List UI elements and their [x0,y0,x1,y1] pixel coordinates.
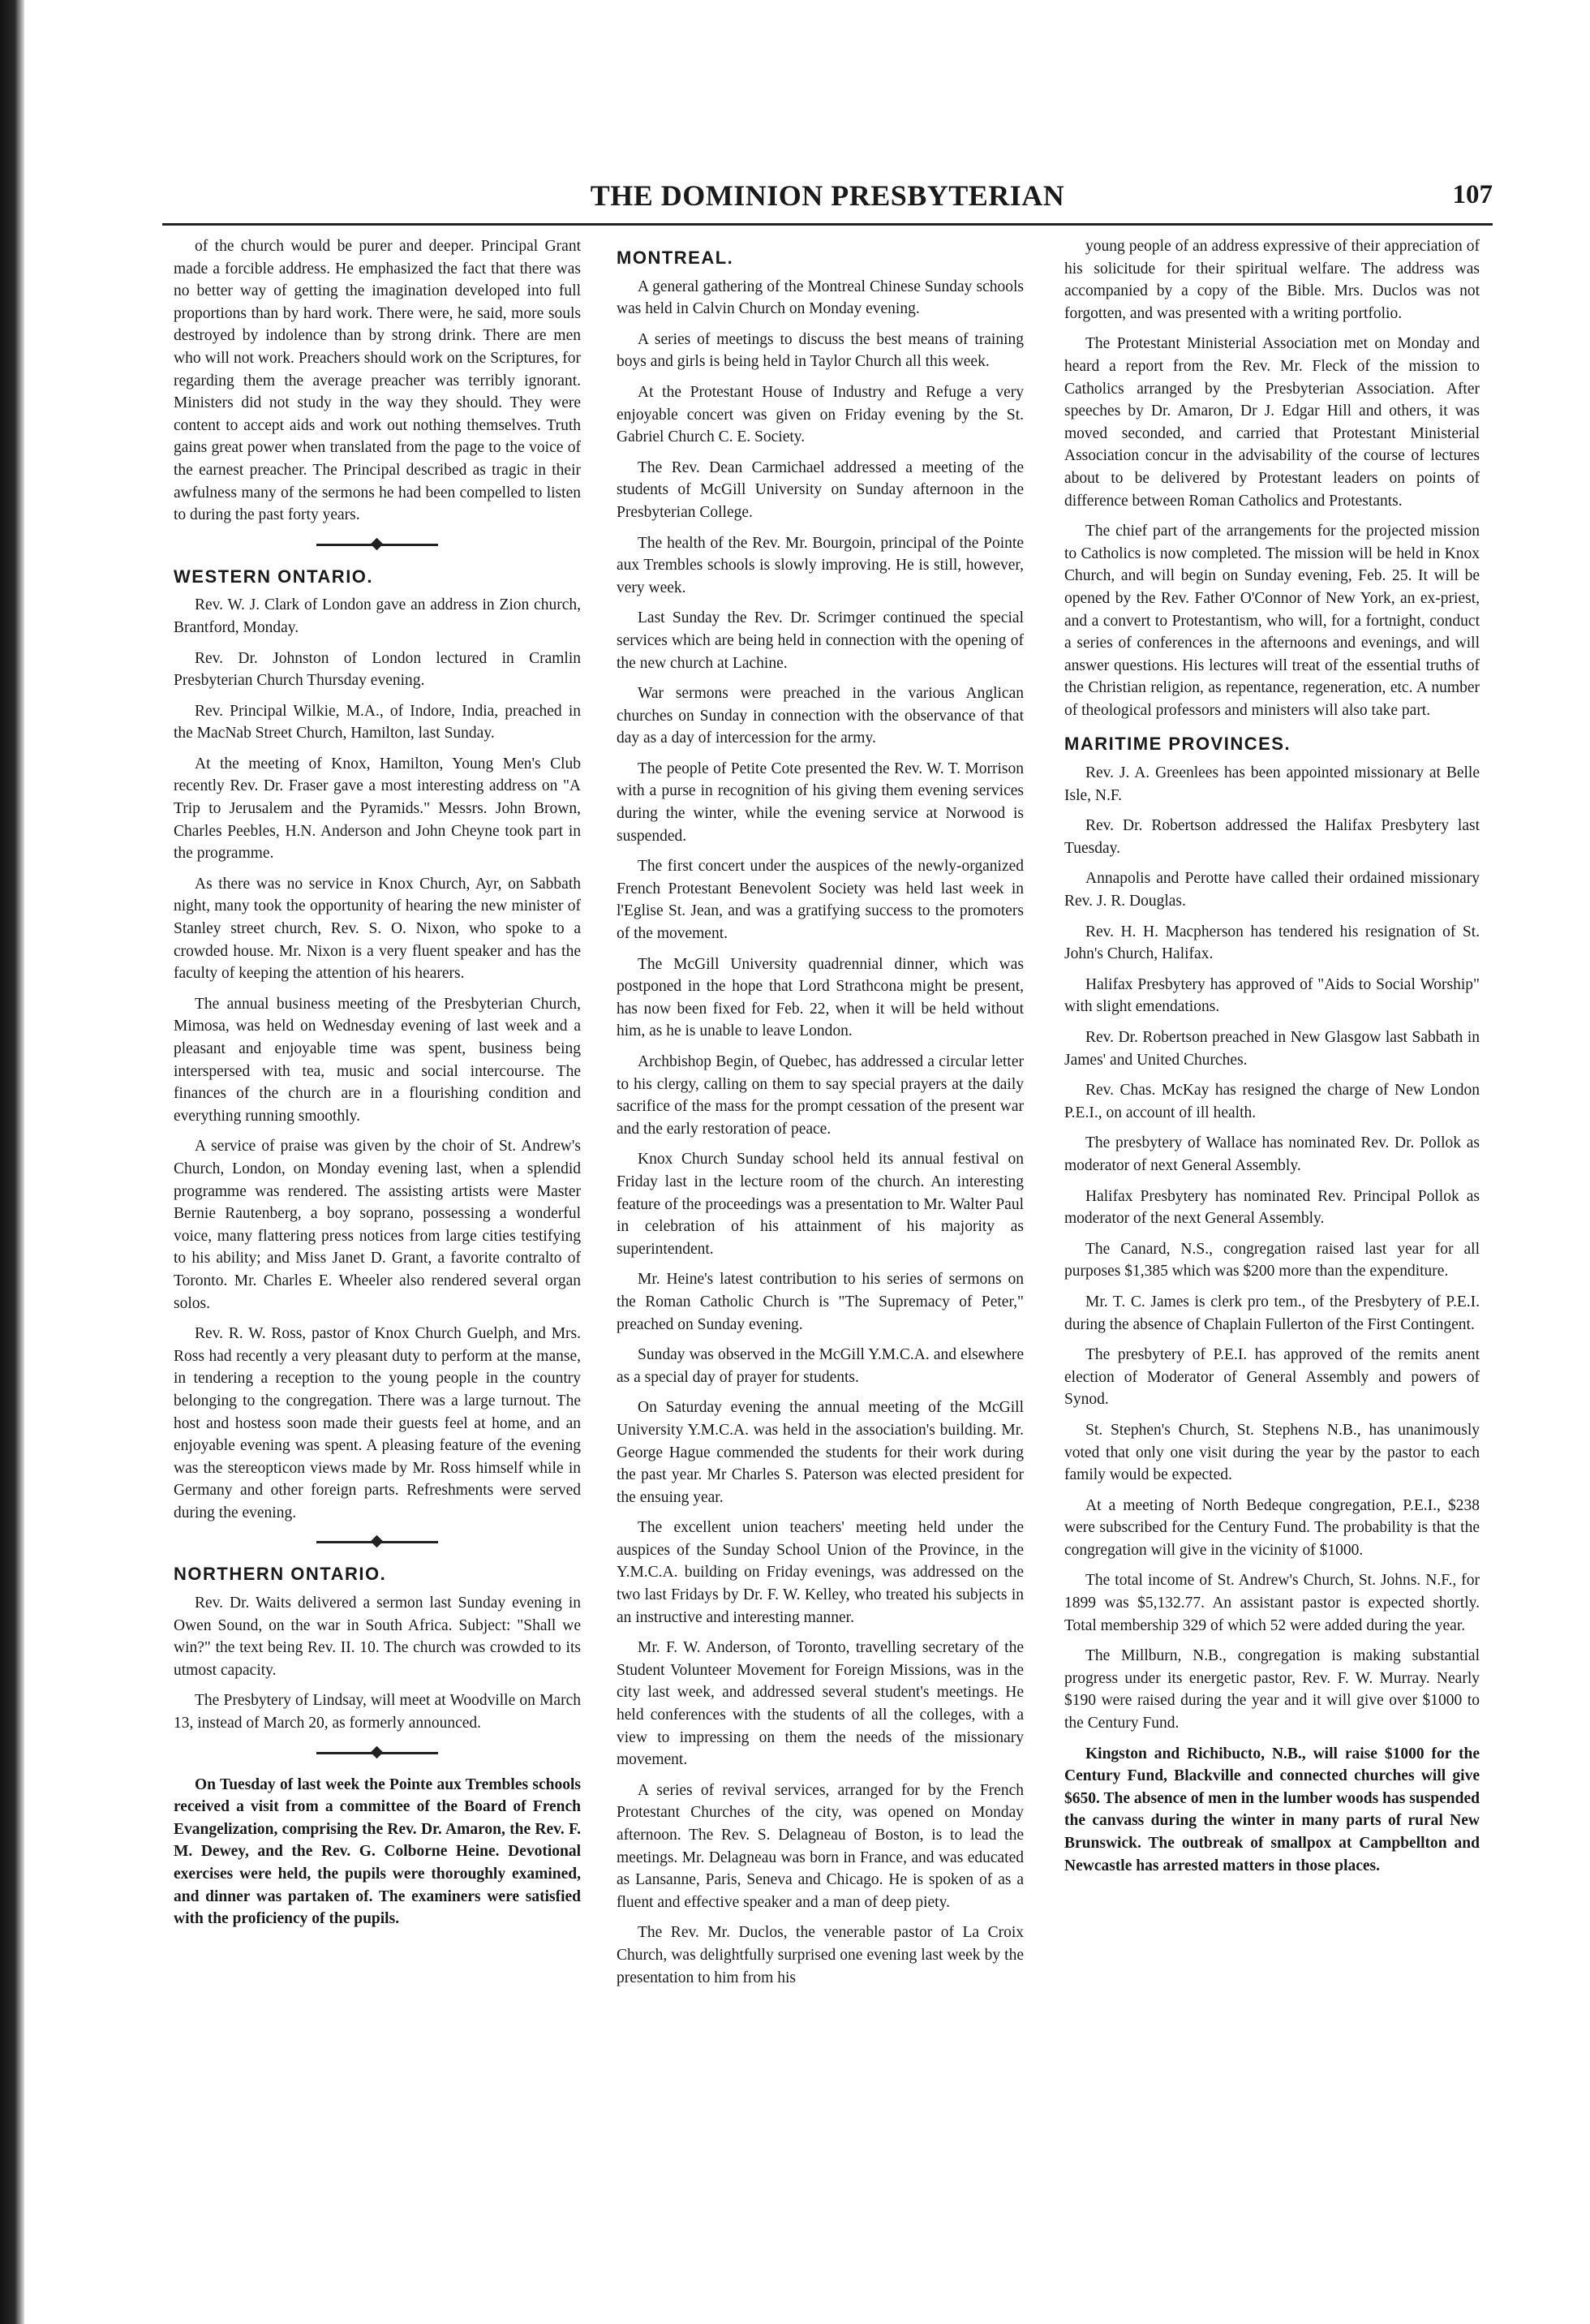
column-1 [174,235,581,2296]
news-item: Kingston and Richibucto, N.B., will raise $1000 for the Century Fund, Blackville and connected churches will give $650. The absence of men in the lumber woods has suspended the canvass during the winter in many parts of rural New Brunswick. The outbreak of smallpox at Campbellton and Newcastle has arrested matters in those places. [1064,1745,1480,1874]
news-item: War sermons were preached in the various Anglican churches on Sunday in connection with the observance of that day as a day of intercession for the army. [617,685,1024,747]
news-item: The Presbytery of Lindsay, will meet at Woodville on March 13, instead of March 20, as formerly announced. [174,1692,581,1732]
news-item: On Tuesday of last week the Pointe aux Trembles schools received a visit from a committee of the Board of French Evangelization, comprising the Rev. Dr. Amaron, the Rev. F. M. Dewey, and the Rev. G. Colborne Heine. Devotional exercises were held, the pupils were thoroughly examined, and dinner was partaken of. The examiners were satisfied with the proficiency of the pupils. [174,1775,581,1928]
news-item: Rev. H. H. Macpherson has tendered his resignation of St. John's Church, Halifax. [1064,923,1480,963]
news-item: The presbytery of Wallace has nominated Rev. Dr. Pollok as moderator of next General Assembly. [1064,1134,1480,1174]
news-item: Archbishop Begin, of Quebec, has addressed a circular letter to his clergy, calling on them to say special prayers at the daily sacrifice of the mass for the prompt cessation of the present war and the early restoration of peace. [617,1053,1024,1138]
news-item: The people of Petite Cote presented the Rev. W. T. Morrison with a purse in recognition of his giving them evening services during the winter, while the evening service at Norwood is suspended. [617,760,1024,845]
news-item: The Rev. Mr. Duclos, the venerable pastor of La Croix Church, was delightfully surprised one evening last week by the presentation to him from his [617,1924,1024,1986]
news-item: young people of an address expressive of their appreciation of his solicitude for their spiritual welfare. The address was accompanied by a copy of the Bible. Mrs. Duclos was not forgotten, and was presented with a writing portfolio. [1064,238,1480,322]
page-number: 107 [1452,180,1493,209]
news-item: At a meeting of North Bedeque congregation, P.E.I., $238 were subscribed for the Century Fund. The probability is that the congregation will give in the vicinity of $1000. [1064,1496,1480,1559]
section-heading: MONTREAL. [617,247,734,268]
news-item: A general gathering of the Montreal Chinese Sunday schools was held in Calvin Church on Monday evening. [617,278,1024,318]
news-item: The total income of St. Andrew's Church, St. Johns. N.F., for 1899 was $5,132.77. An assistant pastor is expected shortly. Total membership 329 of which 52 were added during the year. [1064,1572,1480,1634]
page-edge-shadow [0,0,24,2324]
news-item: Rev. Chas. McKay has resigned the charge of New London P.E.I., on account of ill health. [1064,1082,1480,1121]
page-header [162,170,1493,227]
news-item: Knox Church Sunday school held its annual festival on Friday last in the lecture room of the church. An interesting feature of the proceedings was a presentation to Mr. Walter Paul in celebration of his attainment of his majority as superintendent. [617,1151,1024,1258]
news-item: Mr. Heine's latest contribution to his series of sermons on the Roman Catholic Church is "The Supremacy of Peter," preached on Sunday evening. [617,1271,1024,1333]
news-item: The Millburn, N.B., congregation is making substantial progress under its energetic pastor, Rev. F. W. Murray. Nearly $190 were raised during the year and it will give over $1000 to the Century Fund. [1064,1647,1480,1732]
news-item: Last Sunday the Rev. Dr. Scrimger continued the special services which are being held in connection with the opening of the new church at Lachine. [617,609,1024,672]
news-item: of the church would be purer and deeper. Principal Grant made a forcible address. He emphasized the fact that there was no better way of getting the imagination developed into full proportions than by hard work. There were, he said, more souls destroyed by indolence than by strong drink. There are men who will not work. Preachers should work on the Scriptures, for regarding them the average preacher was terribly ignorant. Ministers did not study in the way they should. They were content to accept aids and work out nothing themselves. Truth gains great power when translated from the page to the voice of the earnest preacher. The Principal described as tragic in their awfulness many of the sermons he had been compelled to listen to during the past forty years. [174,238,581,524]
column-3 [1064,235,1480,2296]
news-item: As there was no service in Knox Church, Ayr, on Sabbath night, many took the opportunity of hearing the new minister of Stanley street church, Rev. S. O. Nixon, who spoke to a crowded house. Mr. Nixon is a very fluent speaker and has the faculty of keeping the attention of his hearers. [174,875,581,983]
news-item: The annual business meeting of the Presbyterian Church, Mimosa, was held on Wednesday evening of last week and a pleasant and enjoyable time was spent, business being interspersed with tea, music and social intercourse. The finances of the church are in a flourishing condition and everything running smoothly. [174,995,581,1125]
news-item: The chief part of the arrangements for the projected mission to Catholics is now completed. The mission will be held in Knox Church, and will begin on Sunday evening, Feb. 25. It will be opened by the Rev. Father O'Connor of New York, an ex-priest, and a convert to Protestantism, who will, for a fortnight, conduct a series of conferences in the afternoons and evenings, and will answer questions. His lectures will treat of the essential truths of the Christian religion, as repentance, regeneration, etc. A number of theological professors and ministers will also take part. [1064,523,1480,719]
news-item: The Canard, N.S., congregation raised last year for all purposes $1,385 which was $200 more than the expenditure. [1064,1240,1480,1280]
column-2 [617,235,1024,2296]
section-heading: NORTHERN ONTARIO. [174,1564,387,1585]
header-rule [162,223,1493,226]
publication-title: THE DOMINION PRESBYTERIAN [590,179,1065,212]
news-item: Rev. Dr. Johnston of London lectured in Cramlin Presbyterian Church Thursday evening. [174,649,581,690]
news-item: St. Stephen's Church, St. Stephens N.B., has unanimously voted that only one visit during the year by the pastor to each family would be expected. [1064,1421,1480,1484]
news-item: The health of the Rev. Mr. Bourgoin, principal of the Pointe aux Trembles schools is slowly improving. He is still, however, very week. [617,534,1024,596]
news-item: On Saturday evening the annual meeting of the McGill University Y.M.C.A. was held in the association's building. Mr. George Hague commended the students for their work during the past year. Mr Charles S. Paterson was elected president for the ensuing year. [617,1399,1024,1506]
news-item: Rev. Dr. Robertson addressed the Halifax Presbytery last Tuesday. [1064,817,1480,857]
section-divider [316,538,438,551]
news-item: A series of revival services, arranged for by the French Protestant Churches of the city, was opened on Monday afternoon. The Rev. S. Delagneau of Boston, is to lead the meetings. Mr. Delagneau was born in France, and was educated as Lansanne, Paris, Seneva and Chicago. He is spoken of as a fluent and effective speaker and a man of deep piety. [617,1781,1024,1911]
section-divider [316,1746,438,1759]
section-heading: WESTERN ONTARIO. [174,566,374,587]
news-item: The McGill University quadrennial dinner, which was postponed in the hope that Lord Strathcona might be present, has now been fixed for Feb. 22, when it will be held without him, as he is unable to leave London. [617,955,1024,1040]
news-item: At the Protestant House of Industry and Refuge a very enjoyable concert was given on Friday evening by the St. Gabriel Church C. E. Society. [617,383,1024,446]
section-divider [316,1535,438,1548]
news-item: Rev. J. A. Greenlees has been appointed missionary at Belle Isle, N.F. [1064,764,1480,804]
news-item: Annapolis and Perotte have called their ordained missionary Rev. J. R. Douglas. [1064,870,1480,910]
news-item: A series of meetings to discuss the best means of training boys and girls is being held in Taylor Church all this week. [617,330,1024,371]
news-item: The Protestant Ministerial Association met on Monday and heard a report from the Rev. Mr. Fleck of the mission to Catholics arranged by the Presbyterian Association. After speeches by Dr. Amaron, Dr J. Edgar Hill and others, it was moved seconded, and carried that Protestant Ministerial Association concur in the advisability of the course of lectures about to be delivered by Protestant leaders on points of difference between Roman Catholics and Protestants. [1064,335,1480,510]
news-item: The presbytery of P.E.I. has approved of the remits anent election of Moderator of General Assembly and powers of Synod. [1064,1346,1480,1409]
news-item: The excellent union teachers' meeting held under the auspices of the Sunday School Union of the Province, in the Y.M.C.A. building on Friday evenings, was addressed on the two last Fridays by Dr. F. W. Kelley, who treated his subjects in an instructive and interesting manner. [617,1519,1024,1626]
news-item: Rev. W. J. Clark of London gave an address in Zion church, Brantford, Monday. [174,596,581,636]
news-item: Rev. Principal Wilkie, M.A., of Indore, India, preached in the MacNab Street Church, Hamilton, last Sunday. [174,702,581,742]
news-item: Rev. Dr. Waits delivered a sermon last Sunday evening in Owen Sound, on the war in South Africa. Subject: "Shall we win?" the text being Rev. II. 10. The church was crowded to its utmost capacity. [174,1595,581,1679]
news-item: Rev. Dr. Robertson preached in New Glasgow last Sabbath in James' and United Churches. [1064,1029,1480,1069]
news-item: The first concert under the auspices of the newly-organized French Protestant Benevolent Society was held last week in l'Eglise St. Jean, and was a gratifying success to the promoters of the movement. [617,858,1024,943]
news-item: A service of praise was given by the choir of St. Andrew's Church, London, on Monday evening last, when a splendid programme was rendered. The assisting artists were Master Bernie Rautenberg, a boy soprano, possessing a wonderful voice, many flattering press notices from large cities testifying to his ability; and Miss Janet D. Grant, a favorite contralto of Toronto. Mr. Charles E. Wheeler also rendered several organ solos. [174,1138,581,1312]
news-item: Sunday was observed in the McGill Y.M.C.A. and elsewhere as a special day of prayer for students. [617,1346,1024,1386]
news-item: Mr. F. W. Anderson, of Toronto, travelling secretary of the Student Volunteer Movement for Foreign Missions, was in the city last week, and addressed several student's meetings. He held conferences with the students of all the colleges, with a view to impressing on them the needs of the missionary movement. [617,1639,1024,1769]
section-heading: MARITIME PROVINCES. [1064,734,1291,755]
news-item: At the meeting of Knox, Hamilton, Young Men's Club recently Rev. Dr. Fraser gave a most interesting address on "A Trip to Jerusalem and the Pyramids." Messrs. John Brown, Charles Peebles, H.N. Anderson and John Cheyne took part in the programme. [174,755,581,863]
news-item: Rev. R. W. Ross, pastor of Knox Church Guelph, and Mrs. Ross had recently a very pleasant duty to perform at the manse, in tendering a reception to the young people in the country belonging to the congregation. There was a large turnout. The host and hostess soon made their guests feel at home, and an enjoyable evening was spent. A pleasing feature of the evening was the stereopticon views made by Mr. Ross himself while in Germany and other foreign parts. Refreshments were served during the evening. [174,1325,581,1521]
news-item: Halifax Presbytery has nominated Rev. Principal Pollok as moderator of the next General Assembly. [1064,1187,1480,1228]
news-item: Halifax Presbytery has approved of "Aids to Social Worship" with slight emendations. [1064,975,1480,1016]
news-item: Mr. T. C. James is clerk pro tem., of the Presbytery of P.E.I. during the absence of Chaplain Fullerton of the First Contingent. [1064,1293,1480,1333]
news-item: The Rev. Dean Carmichael addressed a meeting of the students of McGill University on Sunday afternoon in the Presbyterian College. [617,458,1024,521]
